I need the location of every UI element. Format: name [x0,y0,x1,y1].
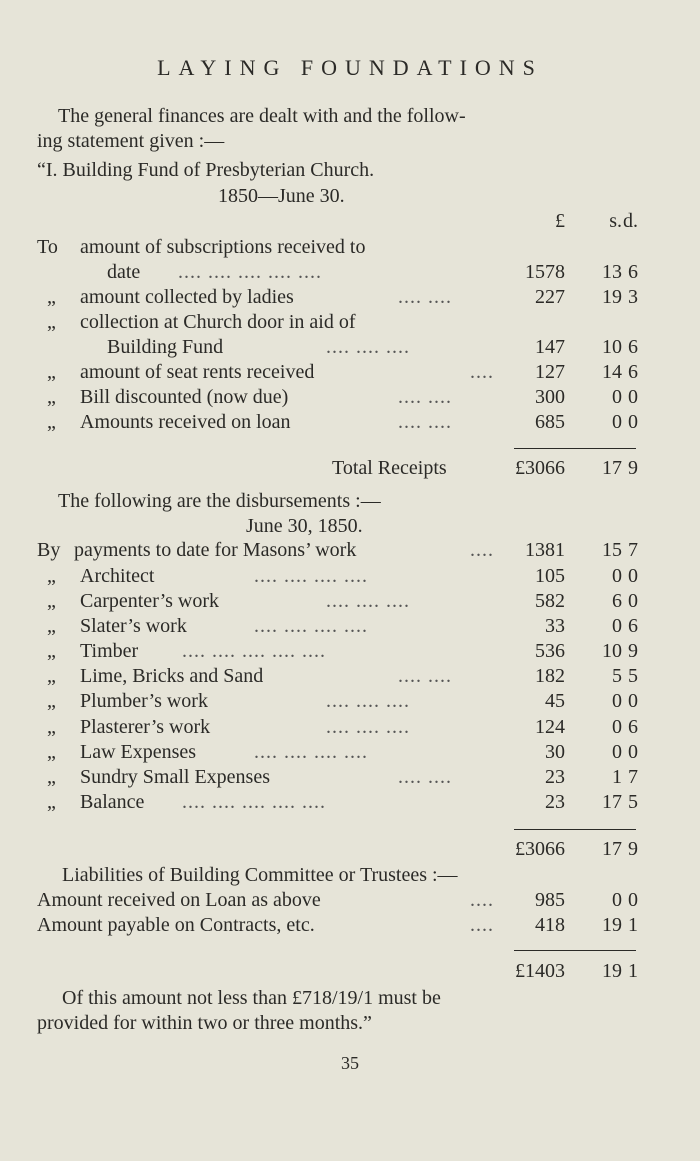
amount-pounds: 985 [535,889,565,911]
amount-pence: 5 [628,791,638,813]
leader-dots: .... .... .... .... [254,615,368,637]
row-label: payments to date for Masons’ work [74,539,357,561]
row-marker: „ [47,361,56,383]
row-label: Bill discounted (now due) [80,386,289,408]
leader-dots: .... [470,361,494,383]
leader-dots: .... .... .... .... .... [182,791,326,813]
liability-row [0,889,700,914]
leader-dots: .... [470,914,494,936]
amount-pence: 0 [628,565,638,587]
amount-shillings: 6 [612,590,622,612]
receipt-row [0,361,700,386]
amount-pence: 1 [628,914,638,936]
currency-header-row [0,210,700,235]
amount-pounds: £3066 [515,457,565,479]
row-label: Timber [80,640,139,662]
disbursement-row [0,741,700,766]
row-label: Architect [80,565,155,587]
amount-pounds: 33 [545,615,565,637]
row-marker: To [37,236,58,258]
amount-shillings: 19 [602,286,622,308]
disbursement-row [0,590,700,615]
disbursement-row [0,791,700,816]
amount-pounds: 105 [535,565,565,587]
row-marker: „ [47,286,56,308]
total-receipts-label: Total Receipts [332,457,447,479]
amount-pounds: 582 [535,590,565,612]
amount-pounds: 685 [535,411,565,433]
amount-pence: 9 [628,640,638,662]
disbursements-intro: The following are the disbursements :— [58,490,381,512]
leader-dots: .... .... .... .... [254,741,368,763]
disbursement-row [0,766,700,791]
receipt-row [0,286,700,311]
amount-pence: 1 [628,960,638,982]
amount-shillings: 17 [602,457,622,479]
amount-shillings: 17 [602,791,622,813]
total-rule [514,829,636,830]
amount-pence: 6 [628,716,638,738]
statement-date: 1850—June 30. [218,185,345,207]
disbursements-date: June 30, 1850. [246,515,363,537]
amount-shillings: 5 [612,665,622,687]
pounds-header: £ [555,210,565,232]
amount-pounds: 182 [535,665,565,687]
leader-dots: .... .... .... .... .... [182,640,326,662]
amount-pence: 9 [628,838,638,860]
row-label: Building Fund [107,336,224,358]
amount-pounds: 127 [535,361,565,383]
amount-pounds: 1381 [525,539,565,561]
amount-pounds: 147 [535,336,565,358]
amount-shillings: 17 [602,838,622,860]
leader-dots: .... .... [398,411,452,433]
amount-pounds: £1403 [515,960,565,982]
row-marker: „ [47,311,56,333]
amount-shillings: 10 [602,336,622,358]
amount-pounds: 227 [535,286,565,308]
closing-line-2: provided for within two or three months.” [37,1012,372,1034]
amount-pence: 0 [628,690,638,712]
amount-shillings: 0 [612,889,622,911]
row-marker: „ [47,665,56,687]
row-marker: „ [47,741,56,763]
amount-pounds: 1578 [525,261,565,283]
amount-pence: 0 [628,741,638,763]
total-rule [514,448,636,449]
row-label: Slater’s work [80,615,187,637]
amount-pence: 0 [628,590,638,612]
amount-shillings: 19 [602,960,622,982]
leader-dots: .... .... [398,665,452,687]
intro-line-2: ing statement given :— [37,130,225,152]
amount-pence: 0 [628,386,638,408]
row-marker: „ [47,411,56,433]
row-label: Amount payable on Contracts, etc. [37,914,315,936]
total-liabilities-row [0,960,700,985]
row-label: Plasterer’s work [80,716,211,738]
amount-pounds: 124 [535,716,565,738]
leader-dots: .... .... .... .... [254,565,368,587]
amount-shillings: 14 [602,361,622,383]
amount-pence: 6 [628,261,638,283]
disbursement-row [0,665,700,690]
amount-pounds: 300 [535,386,565,408]
row-marker: „ [47,640,56,662]
row-label: Balance [80,791,145,813]
amount-pounds: 536 [535,640,565,662]
amount-shillings: 19 [602,914,622,936]
disbursement-row [0,539,700,564]
page-number: 35 [341,1053,359,1073]
row-label: Amounts received on loan [80,411,291,433]
row-label: Lime, Bricks and Sand [80,665,264,687]
row-label: Sundry Small Expenses [80,766,270,788]
receipt-row [0,261,700,286]
row-marker: „ [47,716,56,738]
row-marker: „ [47,690,56,712]
amount-pence: 9 [628,457,638,479]
disbursement-row [0,565,700,590]
amount-pence: 7 [628,539,638,561]
row-label: amount collected by ladies [80,286,294,308]
amount-pence: 0 [628,411,638,433]
row-label: collection at Church door in aid of [80,311,356,333]
amount-shillings: 0 [612,716,622,738]
amount-pounds: 30 [545,741,565,763]
disbursement-row [0,615,700,640]
leader-dots: .... [470,539,494,561]
receipt-row [0,336,700,361]
amount-shillings: 0 [612,615,622,637]
amount-pence: 6 [628,336,638,358]
row-label: Amount received on Loan as above [37,889,321,911]
amount-shillings: 0 [612,386,622,408]
leader-dots: .... .... .... [326,690,410,712]
amount-shillings: 1 [612,766,622,788]
amount-shillings: 15 [602,539,622,561]
receipt-row [0,311,700,336]
running-heading: LAYING FOUNDATIONS [157,55,543,80]
leader-dots: .... .... [398,286,452,308]
receipt-row [0,386,700,411]
leader-dots: .... .... .... [326,336,410,358]
leader-dots: .... .... .... .... .... [178,261,322,283]
row-label: Carpenter’s work [80,590,220,612]
amount-shillings: 0 [612,411,622,433]
amount-pounds: 418 [535,914,565,936]
row-marker: By [37,539,61,561]
disbursement-row [0,640,700,665]
total-receipts-row [0,457,700,482]
amount-pence: 6 [628,615,638,637]
leader-dots: .... .... [398,386,452,408]
total-rule [514,950,636,951]
liability-row [0,914,700,939]
statement-title: “I. Building Fund of Presbyterian Church. [37,159,375,181]
row-label: Plumber’s work [80,690,208,712]
amount-pence: 3 [628,286,638,308]
leader-dots: .... .... .... [326,590,410,612]
amount-pence: 6 [628,361,638,383]
row-label: Law Expenses [80,741,197,763]
disbursement-row [0,716,700,741]
amount-shillings: 13 [602,261,622,283]
row-label: date [107,261,141,283]
row-marker: „ [47,766,56,788]
row-marker: „ [47,615,56,637]
amount-shillings: 0 [612,565,622,587]
amount-pence: 0 [628,889,638,911]
row-marker: „ [47,386,56,408]
liabilities-intro: Liabilities of Building Committee or Trustees :— [62,864,458,886]
shillings-header: s. [609,210,622,232]
receipt-row [0,236,700,261]
receipt-row [0,411,700,436]
amount-pounds: 23 [545,791,565,813]
row-marker: „ [47,791,56,813]
amount-pence: 5 [628,665,638,687]
leader-dots: .... .... .... [326,716,410,738]
row-marker: „ [47,590,56,612]
amount-pounds: £3066 [515,838,565,860]
amount-pence: 7 [628,766,638,788]
intro-line-1: The general finances are dealt with and the follow- [58,105,466,127]
pence-header: d. [623,210,638,232]
amount-shillings: 0 [612,690,622,712]
amount-pounds: 45 [545,690,565,712]
amount-shillings: 10 [602,640,622,662]
leader-dots: .... [470,889,494,911]
disbursement-row [0,690,700,715]
total-disbursements-row [0,838,700,863]
row-label: amount of subscriptions received to [80,236,366,258]
closing-line-1: Of this amount not less than £718/19/1 must be [62,987,441,1009]
amount-shillings: 0 [612,741,622,763]
row-label: amount of seat rents received [80,361,315,383]
amount-pounds: 23 [545,766,565,788]
leader-dots: .... .... [398,766,452,788]
row-marker: „ [47,565,56,587]
